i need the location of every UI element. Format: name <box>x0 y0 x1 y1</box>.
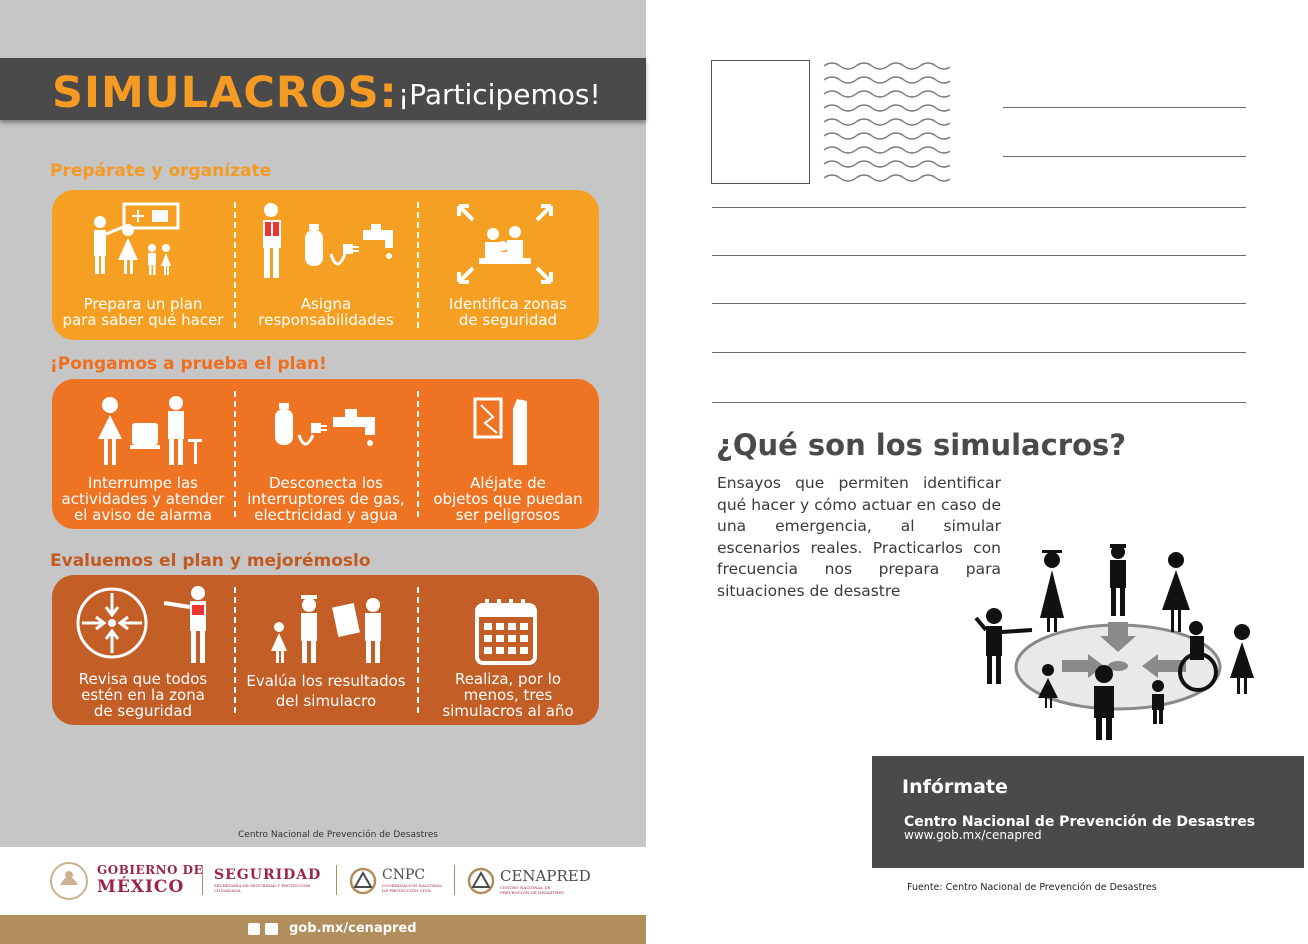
cnpc-title: CNPC <box>382 867 426 883</box>
calendar-icon <box>417 575 599 673</box>
seguridad-sub: SECRETARÍA DE SEGURIDAD Y PROTECCIÓN CIUDADANA <box>214 883 311 893</box>
item-label-line: Aléjate de <box>470 474 546 492</box>
info-org: Centro Nacional de Prevención de Desastres <box>904 814 1256 830</box>
item-label-line: Desconecta los <box>268 474 383 492</box>
item-prepare-plan <box>52 190 234 340</box>
question-title: ¿Qué son los simulacros? <box>716 428 1127 462</box>
gobierno-line2: MÉXICO <box>97 877 185 897</box>
safe-zone-icon <box>417 190 599 288</box>
item-label-line: el aviso de alarma <box>74 506 212 524</box>
card-test <box>52 379 599 529</box>
coat-of-arms-icon <box>46 861 92 901</box>
cnpc-sub: COORDINACIÓN NACIONAL DE PROTECCIÓN CIVIL <box>382 883 442 893</box>
main-subtitle: ¡Participemos! <box>398 78 601 111</box>
logo-separator <box>202 865 203 895</box>
logos-bar <box>0 847 646 915</box>
item-label-line: estén en la zona <box>81 686 205 704</box>
evaluate-results-icon <box>235 575 417 673</box>
twitter-icon[interactable] <box>265 923 278 935</box>
seguridad-logo <box>214 867 326 893</box>
address-line <box>1003 107 1246 108</box>
family-plan-icon <box>52 190 234 288</box>
address-line <box>712 352 1246 353</box>
address-line <box>1003 156 1246 157</box>
section-title-test: ¡Pongamos a prueba el plan! <box>50 354 327 374</box>
item-label-line: Prepara un plan <box>83 295 203 313</box>
item-dangerous-objects <box>417 379 599 529</box>
item-calendar <box>417 575 599 725</box>
item-label-line: de seguridad <box>458 311 558 329</box>
item-interrupt <box>52 379 234 529</box>
center-note: Centro Nacional de Prevención de Desastres <box>238 830 438 840</box>
seguridad-title: SEGURIDAD <box>214 867 322 883</box>
gobierno-line1: GOBIERNO DE <box>97 863 204 877</box>
postmark-waves-icon <box>822 58 950 186</box>
section-title-evaluate: Evaluemos el plan y mejorémoslo <box>50 551 371 571</box>
source-note: Fuente: Centro Nacional de Prevención de Desastres <box>907 882 1157 893</box>
address-line <box>712 207 1246 208</box>
dangerous-objects-icon <box>417 379 599 477</box>
brigadist-utilities-icon <box>235 190 417 288</box>
question-description: Ensayos que permiten identificar qué hacer y cómo actuar en caso de una emergencia, al simular escenarios reales. Practicarlos con frecuencia nos prepara para situaciones de desastre <box>717 474 1001 600</box>
main-title: SIMULACROS: <box>52 68 398 118</box>
item-label-line: simulacros al año <box>442 702 574 720</box>
card-prepare <box>52 190 599 340</box>
item-label-line: de seguridad <box>93 702 193 720</box>
item-assign <box>235 190 417 340</box>
cenapred-emblem-icon <box>467 867 495 895</box>
section-title-prepare: Prepárate y organízate <box>50 161 272 181</box>
item-label-line: ser peligrosos <box>455 506 561 524</box>
cenapred-sub: CENTRO NACIONAL DE PREVENCIÓN DE DESASTRES <box>500 885 564 895</box>
title-banner <box>0 58 646 120</box>
logo-separator <box>454 865 455 895</box>
item-label-line: menos, tres <box>463 686 553 704</box>
item-check-zone <box>52 575 234 725</box>
item-evaluate-results <box>235 575 417 725</box>
info-heading: Infórmate <box>902 776 1008 798</box>
item-label-line: interruptores de gas, <box>247 490 405 508</box>
footer-url[interactable]: gob.mx/cenapred <box>289 921 417 936</box>
gobierno-logo <box>97 863 203 897</box>
item-label-line: Interrumpe las <box>88 474 198 492</box>
disconnect-utilities-icon <box>235 379 417 477</box>
item-label-line: Evalúa los resultados <box>246 672 406 690</box>
item-label-line: Identifica zonas <box>449 295 567 313</box>
item-label-line: para saber qué hacer <box>62 311 224 329</box>
cenapred-title: CENAPRED <box>500 867 591 885</box>
address-line <box>712 255 1246 256</box>
item-label-line: responsabilidades <box>258 311 394 329</box>
check-safe-zone-icon <box>52 575 234 673</box>
info-url[interactable]: www.gob.mx/cenapred <box>904 828 1042 842</box>
item-label-line: actividades y atender <box>61 490 225 508</box>
item-label-line: electricidad y agua <box>254 506 398 524</box>
cnpc-emblem-icon <box>349 867 377 895</box>
card-evaluate <box>52 575 599 725</box>
item-label-line: objetos que puedan <box>433 490 583 508</box>
interrupt-activities-icon <box>52 379 234 477</box>
item-label-line: Asigna <box>300 295 352 313</box>
facebook-icon[interactable] <box>248 923 260 935</box>
drill-participants-icon <box>968 540 1268 745</box>
logo-separator <box>336 865 337 895</box>
item-safe-zones <box>417 190 599 340</box>
item-disconnect <box>235 379 417 529</box>
item-label-line: Realiza, por lo <box>454 670 562 688</box>
item-label-line: del simulacro <box>275 692 377 710</box>
cnpc-logo <box>382 867 442 893</box>
address-line <box>712 402 1246 403</box>
social-bar <box>0 915 646 944</box>
left-panel <box>0 0 646 944</box>
info-box <box>872 756 1304 868</box>
cenapred-logo <box>500 867 591 895</box>
item-label-line: Revisa que todos <box>78 670 208 688</box>
stamp-box <box>711 60 810 184</box>
address-line <box>712 303 1246 304</box>
